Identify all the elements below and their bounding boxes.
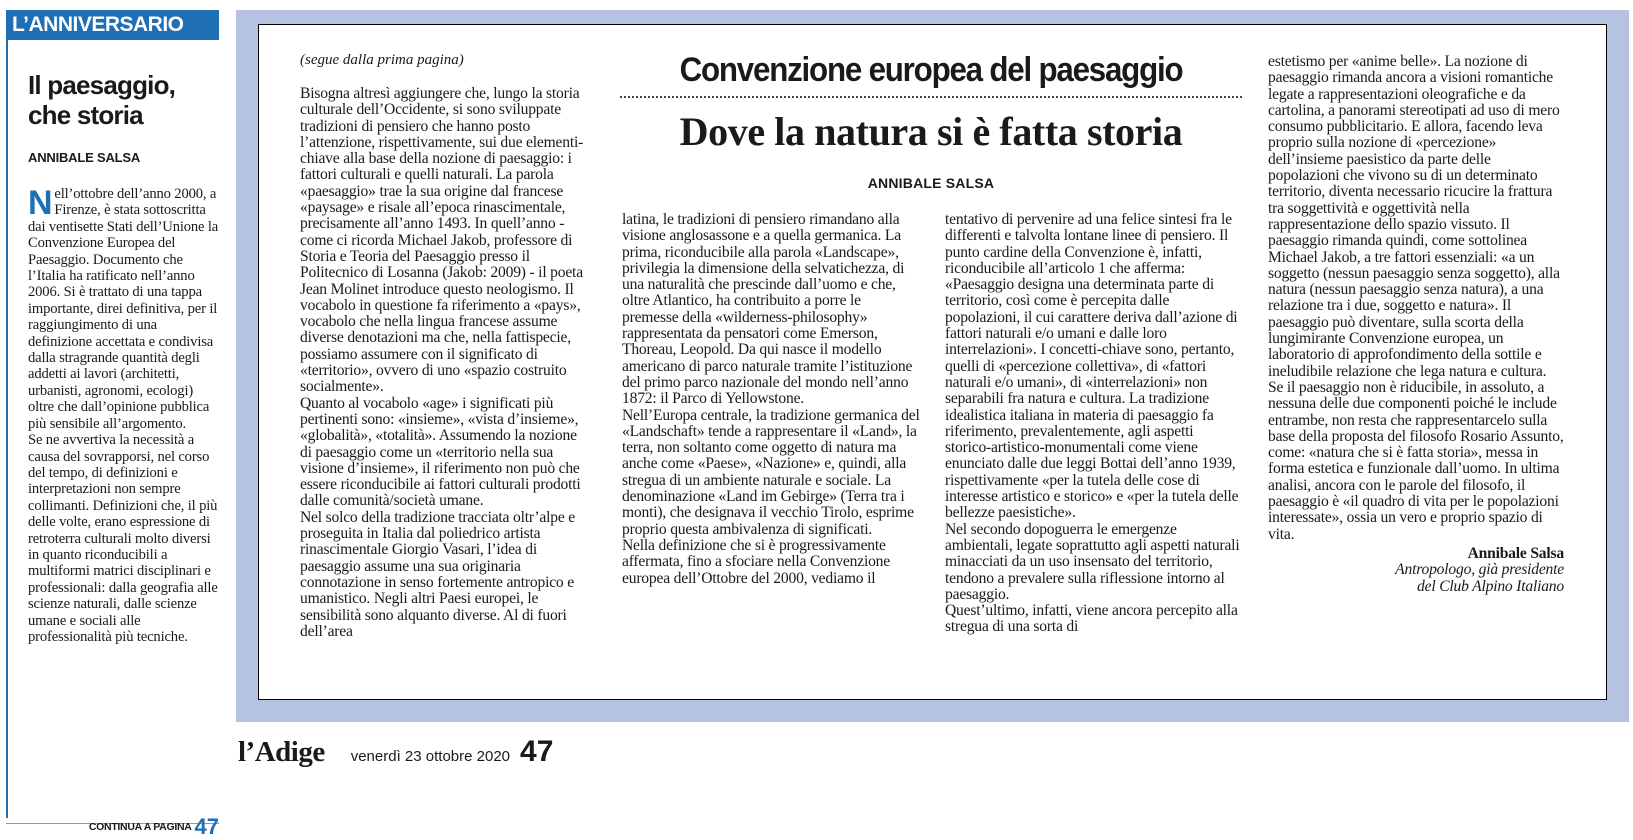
article-column-1 xyxy=(300,86,590,640)
title-divider xyxy=(620,96,1242,98)
drop-cap: N xyxy=(28,184,53,222)
sidebar-column xyxy=(6,10,219,839)
sidebar-rule xyxy=(6,40,8,818)
paragraph: Nella definizione che si è progressivamente affermata, fino a sfociare nella Convenzione europea dell’Ottobre del 2000, vediamo il xyxy=(622,536,891,587)
paragraph: Quest’ultimo, infatti, viene ancora percepito alla stregua di una sorta di xyxy=(945,602,1238,636)
sidebar-body xyxy=(28,186,220,645)
sidebar-paragraph: Nell’ottobre dell’anno 2000, a Firenze, è stata sottoscritta dai ventisette Stati dell’Unione la Convenzione Europea del Paesaggio. Documento che l’Italia ha ratificato nell’anno 2006. Si è trattato di una tappa importante, direi definitiva, per il raggiungimento di una definizione accettata e condivisa dalla stragrande quantità degli addetti ai lavori (architetti, urbanisti, agronomi, ecologi) oltre che dall’opinione pubblica più sensibile all’argomento. xyxy=(28,184,219,432)
continua-link[interactable] xyxy=(89,814,219,840)
article-column-4 xyxy=(1268,54,1564,595)
paragraph: tentativo di pervenire ad una felice sintesi fra le differenti e talvolta lontane linee di pensiero. Il punto cardine della Convenzione è, infatti, riconducibile all’articolo 1 che afferma: «Paesaggio designa una determinata parte di territorio, così come è percepita dalle popolazioni, il cui carattere deriva dall’azione di fattori naturali e/o umani e dalle loro interrelazioni». I concetti-chiave sono, pertanto, quelli di «percezione collettiva», di «fattori naturali e/o umani», di «interrelazioni» non separabili fra natura e cultura. La tradizione idealistica italiana in materia di paesaggio fa riferimento, prevalentemente, agli aspetti storico-artistico-monumentali come viene enunciato dalle due leggi Bottai dell’anno 1939, rispettivamente «per la tutela delle cose di interesse artistico e storico» e «per la tutela delle bellezze paesistiche». xyxy=(945,211,1239,522)
paragraph: Nel secondo dopoguerra le emergenze ambientali, legate soprattutto agli aspetti naturali minacciati da un uso insensato del territorio, tendono a prevalere sulla riflessione intorno al paesaggio. xyxy=(945,520,1240,603)
continua-label: CONTINUA A PAGINA xyxy=(88,821,192,833)
article-author: ANNIBALE SALSA xyxy=(867,175,995,191)
sidebar-author: ANNIBALE SALSA xyxy=(28,150,141,165)
signoff-role: del Club Alpino Italiano xyxy=(1417,577,1564,595)
signoff-name: Annibale Salsa xyxy=(1467,544,1564,562)
paragraph: Nell’Europa centrale, la tradizione germanica del «Landschaft» tende a rappresentare il «Land», la terra, non soltanto come oggetto di natura ma anche come «Paese», «Nazione» e, quindi, alla stregua di un ambiente naturale e sociale. La denominazione «Land im Gebirge» (Terra tra i monti), che designava il vecchio Tirolo, esprime proprio questa ambivalenza di significati. xyxy=(622,406,920,538)
article-column-3 xyxy=(945,212,1240,636)
paragraph: estetismo per «anime belle». La nozione di paesaggio rimanda ancora a visioni romantiche legate a rappresentazioni oleografiche e da cartolina, a panorami stereotipati ad uso di mero consumo pubblicitario. E allora, facendo leva proprio sulla nozione di «percezione» dell’insieme paesistico da parte delle popolazioni che vivono su di un determinato territorio, diventa necessario ricucire la frattura tra soggettività e oggettività nella rappresentazione dello spazio vissuto. Il paesaggio rimanda quindi, come sottolinea Michael Jakob, a tre fattori essenziali: «a un soggetto (nessun paesaggio senza soggetto), alla natura (nessun paesaggio senza natura), a una relazione tra i due, soggetto e natura». Il paesaggio può diventare, sulla scorta della lungimirante Convenzione europea, un laboratorio di approfondimento della sottile e ineludibile relazione che lega natura e cultura. Se il paesaggio non è riducibile, in assoluto, a nessuna delle due componenti poiché le include entrambe, non resta che rappresentarcelo sulla base della proposta del filosofo Rosario Assunto, come: «natura che si è fatta storia», messa in forma estetica e funzionale dall’uomo. In ultima analisi, ancora con le parole del filosofo, il paesaggio è «il quadro di vita per le popolazioni interessate», ossia un vero e proprio spazio di vita. xyxy=(1268,53,1564,543)
paragraph: Nel solco della tradizione tracciata oltr’alpe e proseguita in Italia dal poliedrico artista rinascimentale Giorgio Vasari, l’idea di paesaggio assume una sua originaria connotazione in senso fortemente antropico e umanistico. Negli altri Paesi europei, le sensibilità sono alquanto diverse. Al di fuori dell’area xyxy=(300,508,575,640)
page-footer xyxy=(238,735,553,775)
signoff xyxy=(1268,546,1564,595)
sidebar-paragraph: Se ne avvertiva la necessità a causa del sovrapporsi, nel corso del tempo, di definizioni e interpretazioni non sempre collimanti. Definizioni che, il più delle volte, erano espressione di retroterra culturali molto diversi in quanto riconducibili a multiformi matrici disciplinari e professionali: dalla geografia alle scienze naturali, dalle scienze umane e sociali alle professionalità più tecniche. xyxy=(28,432,218,645)
signoff-role: Antropologo, già presidente xyxy=(1395,561,1564,579)
article-column-2 xyxy=(622,212,920,587)
page-number: 47 xyxy=(520,735,554,768)
issue-date: venerdì 23 ottobre 2020 xyxy=(350,748,511,765)
paragraph: Bisogna altresì aggiungere che, lungo la storia culturale dell’Occidente, si sono sviluppate tradizioni di pensiero che hanno posto l’attenzione, rispettivamente, sui due elementi-chiave alla base della nozione di paesaggio: i fattori culturali e quelli naturali. La parola «paesaggio» trae la sua origine dal francese «paysage» e risale all’epoca rinascimentale, precisamente all’anno 1493. In quell’anno - come ci ricorda Michael Jakob, professore di Storia e Teoria del Paesaggio presso il Politecnico di Losanna (Jakob: 2009) - il poeta Jean Molinet introduce questo neologismo. Il vocabolo in questione fa riferimento a «pays», vocabolo che nella lingua francese assume diverse denotazioni ma che, nella fattispecie, possiamo assumere con il significato di «territorio», ovvero di uno «spazio costruito socialmente». xyxy=(300,85,584,396)
article-subtitle: Dove la natura si è fatta storia xyxy=(679,109,1183,154)
segue-note: (segue dalla prima pagina) xyxy=(300,52,464,68)
section-kicker: L’ANNIVERSARIO xyxy=(6,10,219,40)
sidebar-title: Il paesaggio, che storia xyxy=(28,70,176,130)
paragraph: Quanto al vocabolo «age» i significati più pertinenti sono: «insieme», «vista d’insieme», «globalità», «totalità». Assumendo la nozione di paesaggio come un «territorio nella sua visione d’insieme», il riferimento non può che essere riconducibile ai fattori culturali prodotti dalle comunità/società umane. xyxy=(300,394,581,510)
continua-page: 47 xyxy=(194,814,219,839)
article-title: Convenzione europea del paesaggio xyxy=(679,51,1183,89)
paragraph: latina, le tradizioni di pensiero rimandano alla visione anglosassone e a quella germanica. La prima, riconducibile alla parola «Landscape», privilegia la dimensione della selvatichezza, di una naturalità che prescinde dall’uomo e che, oltre Atlantico, ha contribuito a porre le premesse della «wilderness-philosophy» rappresentata da pensatori come Emerson, Thoreau, Leopold. Da qui nasce il modello americano di parco naturale tramite l’istituzione del primo parco nazionale del mondo nell’anno 1872: il Parco di Yellowstone. xyxy=(622,211,913,408)
newspaper-logo: l’Adige xyxy=(238,736,325,768)
